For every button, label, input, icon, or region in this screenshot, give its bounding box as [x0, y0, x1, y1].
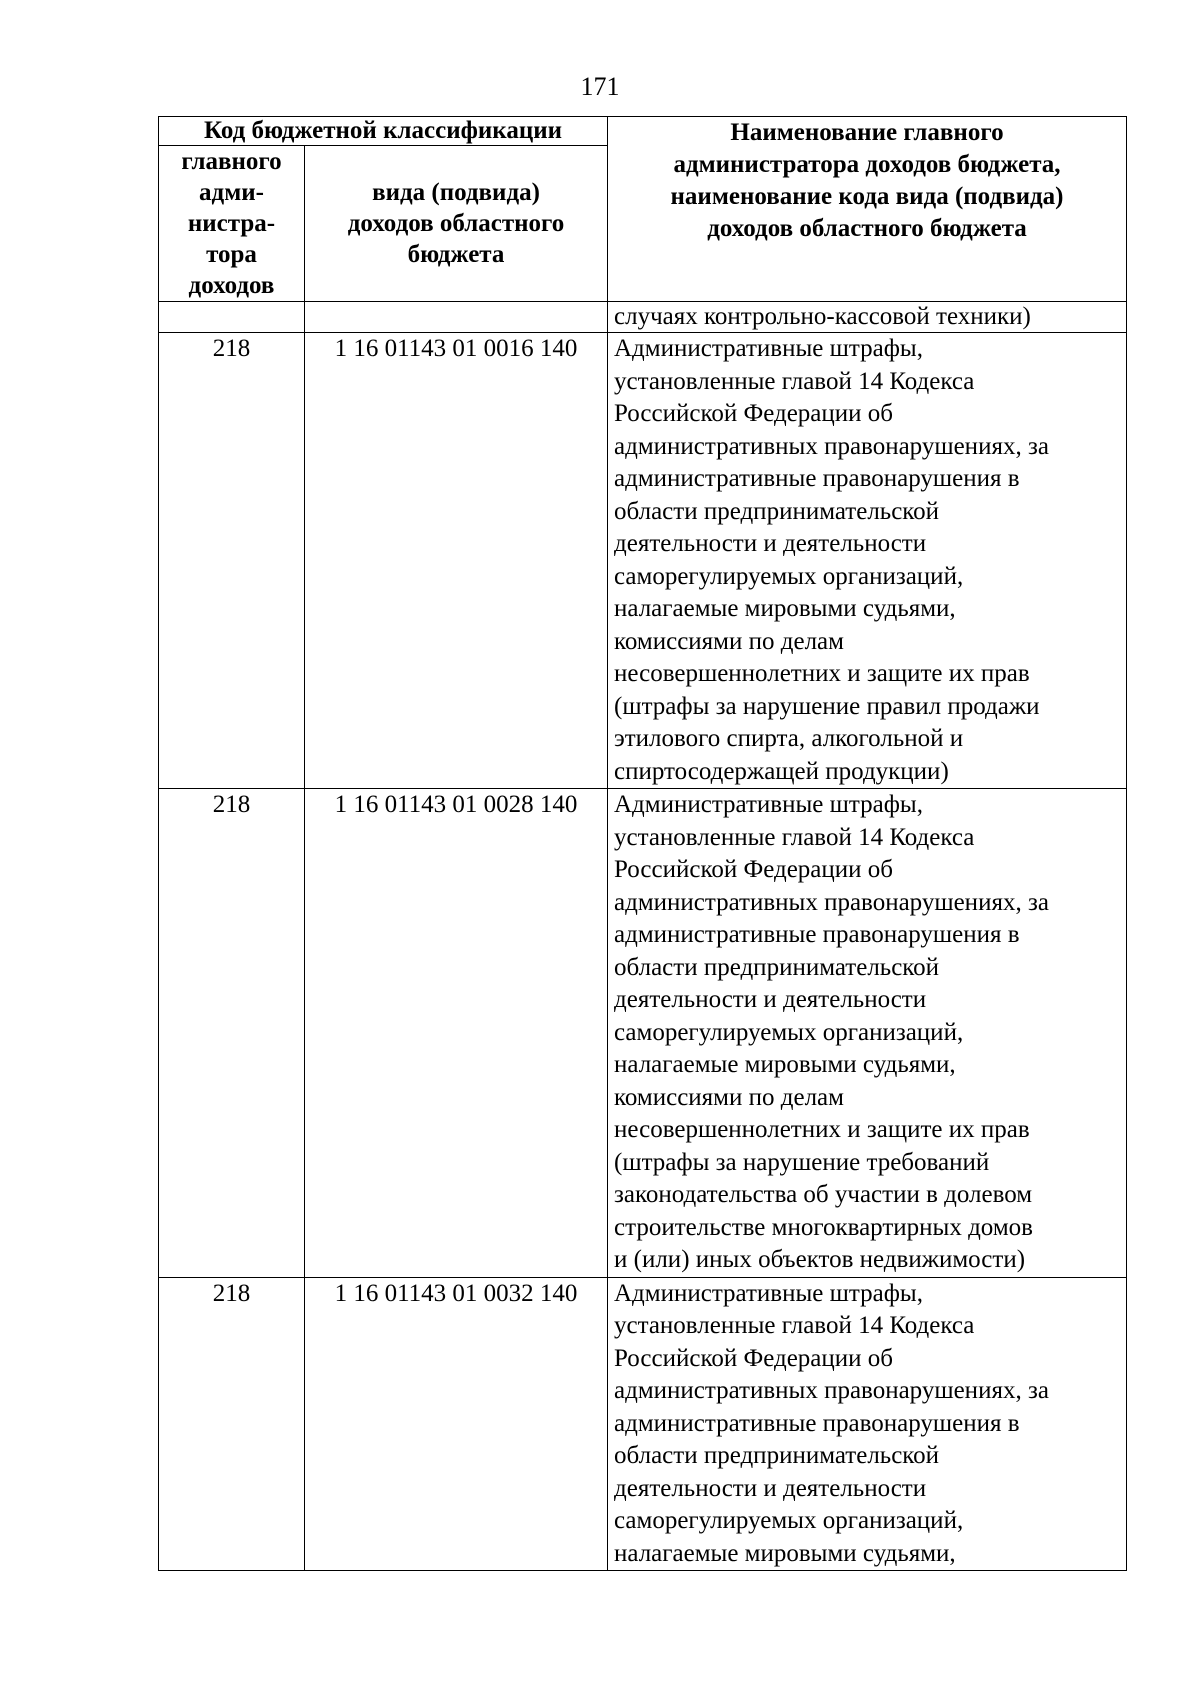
- description-line: несовершеннолетних и защите их прав: [614, 660, 1030, 687]
- header-group-code: Код бюджетной классификации: [159, 117, 608, 146]
- description-line: установленные главой 14 Кодекса: [614, 367, 975, 395]
- header-name-line: доходов областного бюджета: [707, 215, 1027, 242]
- description-line: области предпринимательской: [614, 497, 940, 525]
- description-line: деятельности и деятельности: [614, 1474, 927, 1502]
- description-line: деятельности и деятельности: [614, 530, 927, 557]
- cell-description: [608, 333, 1127, 789]
- description-line: (штрафы за нарушение требований: [614, 1148, 990, 1176]
- description-line: комиссиями по делам: [614, 627, 844, 655]
- table-row: [159, 333, 1127, 789]
- table-row: [159, 789, 1127, 1278]
- header-admin-line: главного: [181, 148, 282, 175]
- header-admin: [159, 146, 305, 302]
- description-line: административные правонарушения в: [614, 465, 1020, 492]
- description-line: Административные штрафы,: [614, 335, 923, 362]
- header-code-line: доходов областного: [347, 210, 565, 237]
- cell-description: [608, 789, 1127, 1278]
- header-code-line: вида (подвида): [372, 179, 540, 206]
- description-line: саморегулируемых организаций,: [614, 1507, 964, 1534]
- header-name-line: Наименование главного: [730, 119, 1004, 146]
- header-name-line: администратора доходов бюджета,: [673, 151, 1061, 178]
- table-row: [159, 1277, 1127, 1571]
- description-line: административных правонарушениях, за: [614, 888, 1049, 916]
- cell-description: [608, 1277, 1127, 1571]
- description-line: налагаемые мировыми судьями,: [614, 595, 956, 622]
- description-line: налагаемые мировыми судьями,: [614, 1539, 956, 1567]
- description-line: области предпринимательской: [614, 1442, 940, 1469]
- description-line: саморегулируемых организаций,: [614, 562, 964, 590]
- description-line: установленные главой 14 Кодекса: [614, 823, 975, 851]
- header-name: [608, 117, 1127, 302]
- description-line: строительстве многоквартирных домов: [614, 1213, 1033, 1241]
- description-line: Российской Федерации об: [614, 400, 893, 427]
- description-line: области предпринимательской: [614, 953, 940, 981]
- cell-description: случаях контрольно-кассовой техники): [608, 302, 1127, 333]
- header-admin-line: доходов: [188, 272, 275, 299]
- header-name-line: наименование кода вида (подвида): [670, 183, 1064, 210]
- page-number: 171: [580, 72, 620, 101]
- description-line: саморегулируемых организаций,: [614, 1018, 964, 1046]
- description-line: административные правонарушения в: [614, 1409, 1020, 1437]
- cell-admin: 218: [159, 333, 305, 789]
- header-code-line: бюджета: [407, 241, 505, 268]
- description-line: комиссиями по делам: [614, 1083, 844, 1111]
- cell-code: 1 16 01143 01 0032 140: [305, 1277, 608, 1571]
- header-row-group: [159, 117, 1127, 146]
- description-line: Административные штрафы,: [614, 791, 923, 818]
- description-line: установленные главой 14 Кодекса: [614, 1312, 975, 1339]
- table-body: [159, 302, 1127, 1571]
- description-line: административные правонарушения в: [614, 921, 1020, 948]
- cell-admin: 218: [159, 1277, 305, 1571]
- header-admin-line: адми-: [199, 179, 264, 206]
- cell-code: [305, 302, 608, 333]
- header-code: [305, 146, 608, 302]
- cell-admin: 218: [159, 789, 305, 1278]
- description-line: деятельности и деятельности: [614, 986, 927, 1013]
- description-line: (штрафы за нарушение правил продажи: [614, 692, 1040, 720]
- description-line: административных правонарушениях, за: [614, 432, 1049, 460]
- description-line: законодательства об участии в долевом: [614, 1181, 1033, 1208]
- header-admin-line: тора: [206, 241, 257, 268]
- description-line: несовершеннолетних и защите их прав: [614, 1116, 1030, 1143]
- description-line: этилового спирта, алкогольной и: [614, 725, 964, 752]
- description-line: спиртосодержащей продукции): [614, 757, 949, 785]
- description-line: Российской Федерации об: [614, 856, 893, 883]
- description-line: и (или) иных объектов недвижимости): [614, 1246, 1026, 1273]
- description-line: налагаемые мировыми судьями,: [614, 1051, 956, 1078]
- cell-code: 1 16 01143 01 0016 140: [305, 333, 608, 789]
- cell-code: 1 16 01143 01 0028 140: [305, 789, 608, 1278]
- description-line: Российской Федерации об: [614, 1344, 893, 1372]
- continuation-row: [159, 302, 1127, 333]
- budget-classification-table: [158, 116, 1127, 1571]
- cell-admin: [159, 302, 305, 333]
- header-admin-line: нистра-: [187, 210, 276, 237]
- description-line: Административные штрафы,: [614, 1279, 923, 1307]
- description-line: административных правонарушениях, за: [614, 1377, 1049, 1404]
